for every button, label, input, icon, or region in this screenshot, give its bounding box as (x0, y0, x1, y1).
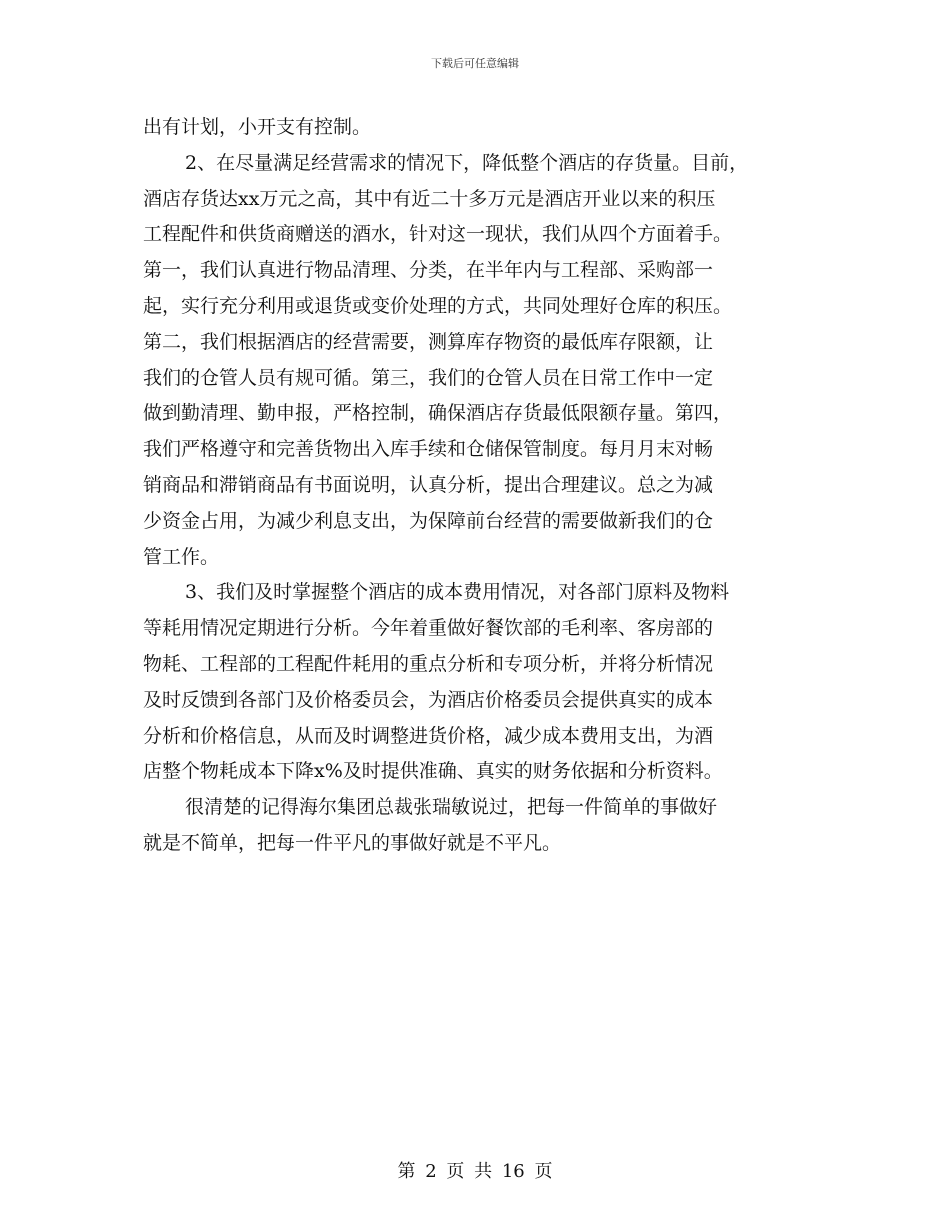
body-line: 管工作。 (143, 545, 220, 568)
body-line: 等耗用情况定期进行分析。今年着重做好餐饮部的毛利率、客房部的 (143, 617, 714, 640)
body-line: 店整个物耗成本下降x%及时提供准确、真实的财务依据和分析资料。 (143, 760, 723, 783)
page-footer: 第 2 页 共 16 页 (397, 1161, 553, 1182)
body-line: 及时反馈到各部门及价格委员会，为酒店价格委员会提供真实的成本 (143, 688, 714, 711)
body-line: 第一，我们认真进行物品清理、分类，在半年内与工程部、采购部一 (143, 259, 714, 282)
body-line: 物耗、工程部的工程配件耗用的重点分析和专项分析，并将分析情况 (143, 652, 714, 675)
body-line: 第二，我们根据酒店的经营需要，测算库存物资的最低库存限额，让 (143, 330, 714, 353)
body-line: 我们的仓管人员有规可循。第三，我们的仓管人员在日常工作中一定 (143, 366, 714, 389)
page-header: 下载后可任意编辑 (431, 57, 519, 70)
paragraph-start-line: 3、我们及时掌握整个酒店的成本费用情况，对各部门原料及物料 (185, 581, 730, 604)
paragraph-start-line: 很清楚的记得海尔集团总裁张瑞敏说过，把每一件简单的事做好 (185, 796, 718, 819)
body-line: 做到勤清理、勤申报，严格控制，确保酒店存货最低限额存量。第四， (143, 402, 733, 425)
body-line: 我们严格遵守和完善货物出入库手续和仓储保管制度。每月月末对畅 (143, 438, 714, 461)
paragraph-start-line: 2、在尽量满足经营需求的情况下，降低整个酒店的存货量。目前， (185, 151, 749, 174)
body-line: 销商品和滞销商品有书面说明，认真分析，提出合理建议。总之为减 (143, 473, 714, 496)
body-line: 分析和价格信息，从而及时调整进货价格，减少成本费用支出，为酒 (143, 724, 714, 747)
body-line: 就是不简单，把每一件平凡的事做好就是不平凡。 (143, 831, 562, 854)
body-line: 少资金占用，为减少利息支出，为保障前台经营的需要做新我们的仓 (143, 509, 714, 532)
body-line: 起，实行充分利用或退货或变价处理的方式，共同处理好仓库的积压。 (143, 294, 733, 317)
body-line: 工程配件和供货商赠送的酒水，针对这一现状，我们从四个方面着手。 (143, 223, 733, 246)
body-line: 酒店存货达xx万元之高，其中有近二十多万元是酒店开业以来的积压 (143, 187, 716, 210)
document-body (143, 110, 815, 862)
body-line: 出有计划，小开支有控制。 (143, 116, 372, 138)
